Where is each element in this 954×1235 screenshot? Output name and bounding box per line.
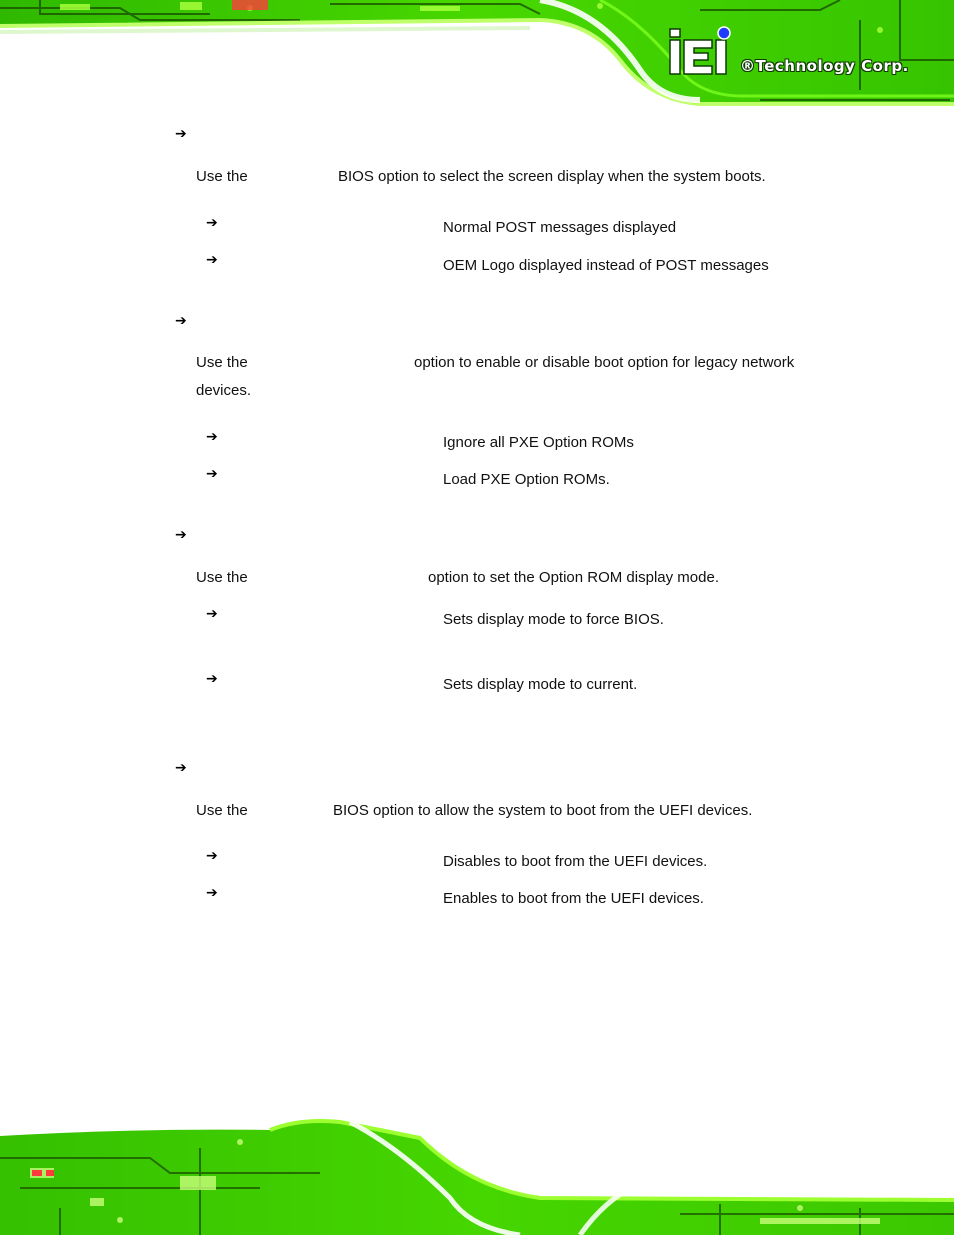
option-arrow-icon: ➔ xyxy=(206,429,218,445)
option-arrow-icon: ➔ xyxy=(206,671,218,687)
option-description: Ignore all PXE Option ROMs xyxy=(443,434,634,451)
footer-circuit-banner xyxy=(0,1118,954,1235)
option-arrow-icon: ➔ xyxy=(206,252,218,268)
section-arrow-icon: ➔ xyxy=(175,126,187,142)
section-intro-continuation: devices. xyxy=(196,382,252,399)
option-arrow-icon: ➔ xyxy=(206,466,218,482)
section-intro-text: BIOS option to select the screen display when the system boots. xyxy=(338,168,766,185)
option-description: Enables to boot from the UEFI devices. xyxy=(443,890,704,907)
section-intro-text: option to set the Option ROM display mode. xyxy=(428,569,719,586)
section-intro-lead: Use the xyxy=(196,569,248,586)
option-description: Disables to boot from the UEFI devices. xyxy=(443,853,708,870)
option-arrow-icon: ➔ xyxy=(206,885,218,901)
company-tagline: ®Technology Corp. xyxy=(740,57,909,75)
option-description: Load PXE Option ROMs. xyxy=(443,471,610,488)
section-intro-lead: Use the xyxy=(196,168,248,185)
section-intro-lead: Use the xyxy=(196,802,248,819)
section-arrow-icon: ➔ xyxy=(175,760,187,776)
header-circuit-banner xyxy=(0,0,954,112)
option-description: Normal POST messages displayed xyxy=(443,219,677,236)
option-description: OEM Logo displayed instead of POST messages xyxy=(443,257,769,274)
section-arrow-icon: ➔ xyxy=(175,313,187,329)
section-intro-text: BIOS option to allow the system to boot from the UEFI devices. xyxy=(333,802,753,819)
section-intro-text: option to enable or disable boot option for legacy network xyxy=(414,354,795,371)
section-intro-lead: Use the xyxy=(196,354,248,371)
iei-logo xyxy=(668,26,738,76)
section-arrow-icon: ➔ xyxy=(175,527,187,543)
option-arrow-icon: ➔ xyxy=(206,848,218,864)
option-arrow-icon: ➔ xyxy=(206,606,218,622)
option-description: Sets display mode to force BIOS. xyxy=(443,611,664,628)
option-arrow-icon: ➔ xyxy=(206,215,218,231)
option-description: Sets display mode to current. xyxy=(443,676,638,693)
